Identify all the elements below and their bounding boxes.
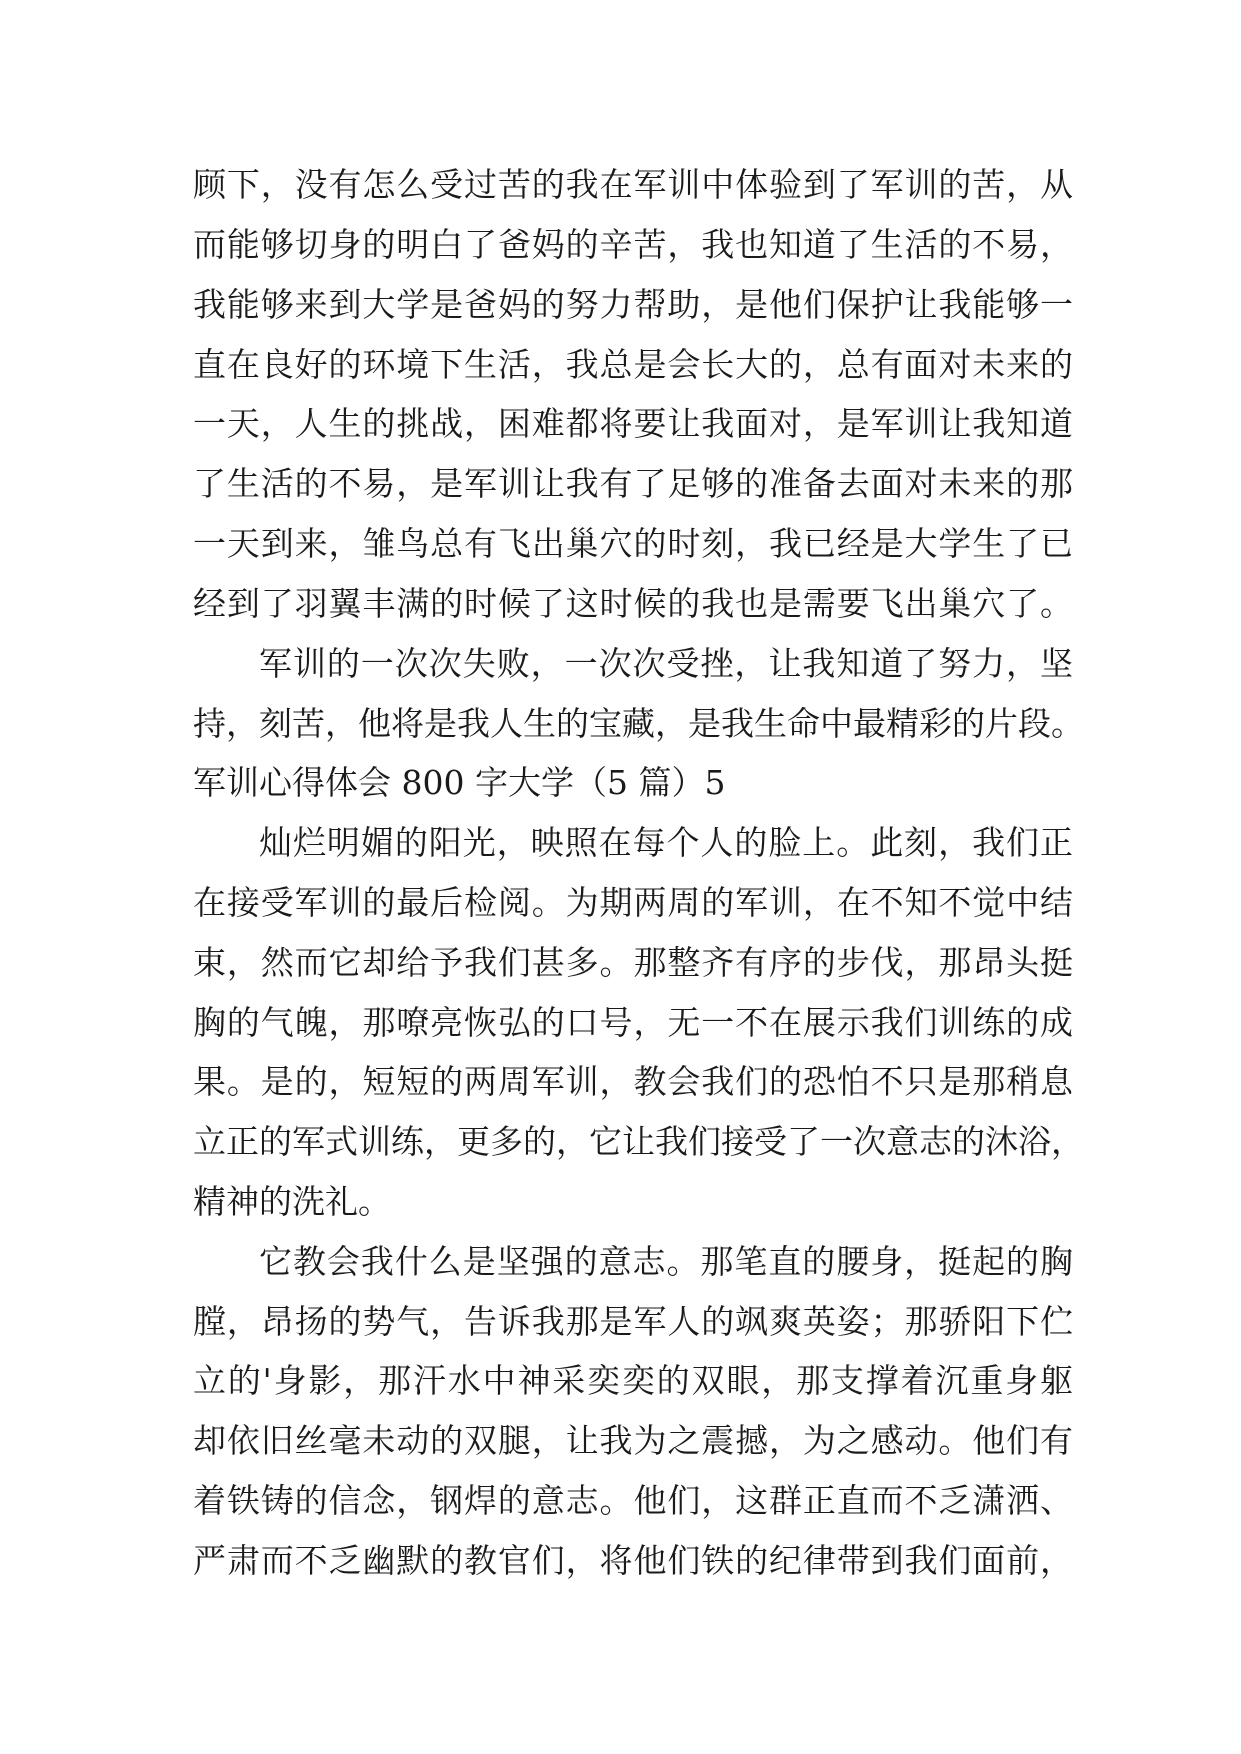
paragraph-line: 胸的气魄，那嘹亮恢弘的口号，无一不在展示我们训练的成: [193, 1003, 1073, 1042]
paragraph-line: 灿烂明媚的阳光，映照在每个人的脸上。此刻，我们正: [259, 823, 1073, 862]
paragraph-line: 立的'身影，那汗水中神采奕奕的双眼，那支撑着沉重身躯: [193, 1361, 1073, 1400]
paragraph-line: 而能够切身的明白了爸妈的辛苦，我也知道了生活的不易，: [193, 225, 1073, 264]
paragraph-line: 我能够来到大学是爸妈的努力帮助，是他们保护让我能够一: [193, 285, 1073, 324]
paragraph-line: 一天，人生的挑战，困难都将要让我面对，是军训让我知道: [193, 404, 1073, 443]
paragraph-line: 严肃而不乏幽默的教官们，将他们铁的纪律带到我们面前，: [193, 1541, 1073, 1580]
paragraph-line: 一天到来，雏鸟总有飞出巢穴的时刻，我已经是大学生了已: [193, 524, 1073, 563]
paragraph-line: 军训的一次次失败，一次次受挫，让我知道了努力，坚: [259, 644, 1073, 683]
paragraph-line: 了生活的不易，是军训让我有了足够的准备去面对未来的那: [193, 464, 1073, 503]
paragraph-line: 束，然而它却给予我们甚多。那整齐有序的步伐，那昂头挺: [193, 943, 1073, 982]
paragraph-line: 在接受军训的最后检阅。为期两周的军训，在不知不觉中结: [193, 883, 1073, 922]
section-heading: 军训心得体会 800 字大学（5 篇）5: [193, 763, 726, 802]
paragraph-line: 立正的军式训练，更多的，它让我们接受了一次意志的沐浴，: [193, 1122, 1084, 1161]
paragraph-line: 顾下，没有怎么受过苦的我在军训中体验到了军训的苦，从: [193, 165, 1073, 204]
paragraph-line: 持，刻苦，他将是我人生的宝藏，是我生命中最精彩的片段。: [193, 704, 1084, 743]
paragraph-line: 却依旧丝毫未动的双腿，让我为之震撼，为之感动。他们有: [193, 1421, 1073, 1460]
paragraph-line: 它教会我什么是坚强的意志。那笔直的腰身，挺起的胸: [259, 1242, 1073, 1281]
paragraph-line: 果。是的，短短的两周军训，教会我们的恐怕不只是那稍息: [193, 1062, 1073, 1101]
paragraph-line: 膛，昂扬的势气，告诉我那是军人的飒爽英姿；那骄阳下伫: [193, 1302, 1073, 1341]
paragraph-line: 直在良好的环境下生活，我总是会长大的，总有面对未来的: [193, 345, 1073, 384]
paragraph-line: 精神的洗礼。: [193, 1182, 391, 1221]
paragraph-line: 经到了羽翼丰满的时候了这时候的我也是需要飞出巢穴了。: [193, 584, 1073, 623]
paragraph-line: 着铁铸的信念，钢焊的意志。他们，这群正直而不乏潇洒、: [193, 1481, 1073, 1520]
